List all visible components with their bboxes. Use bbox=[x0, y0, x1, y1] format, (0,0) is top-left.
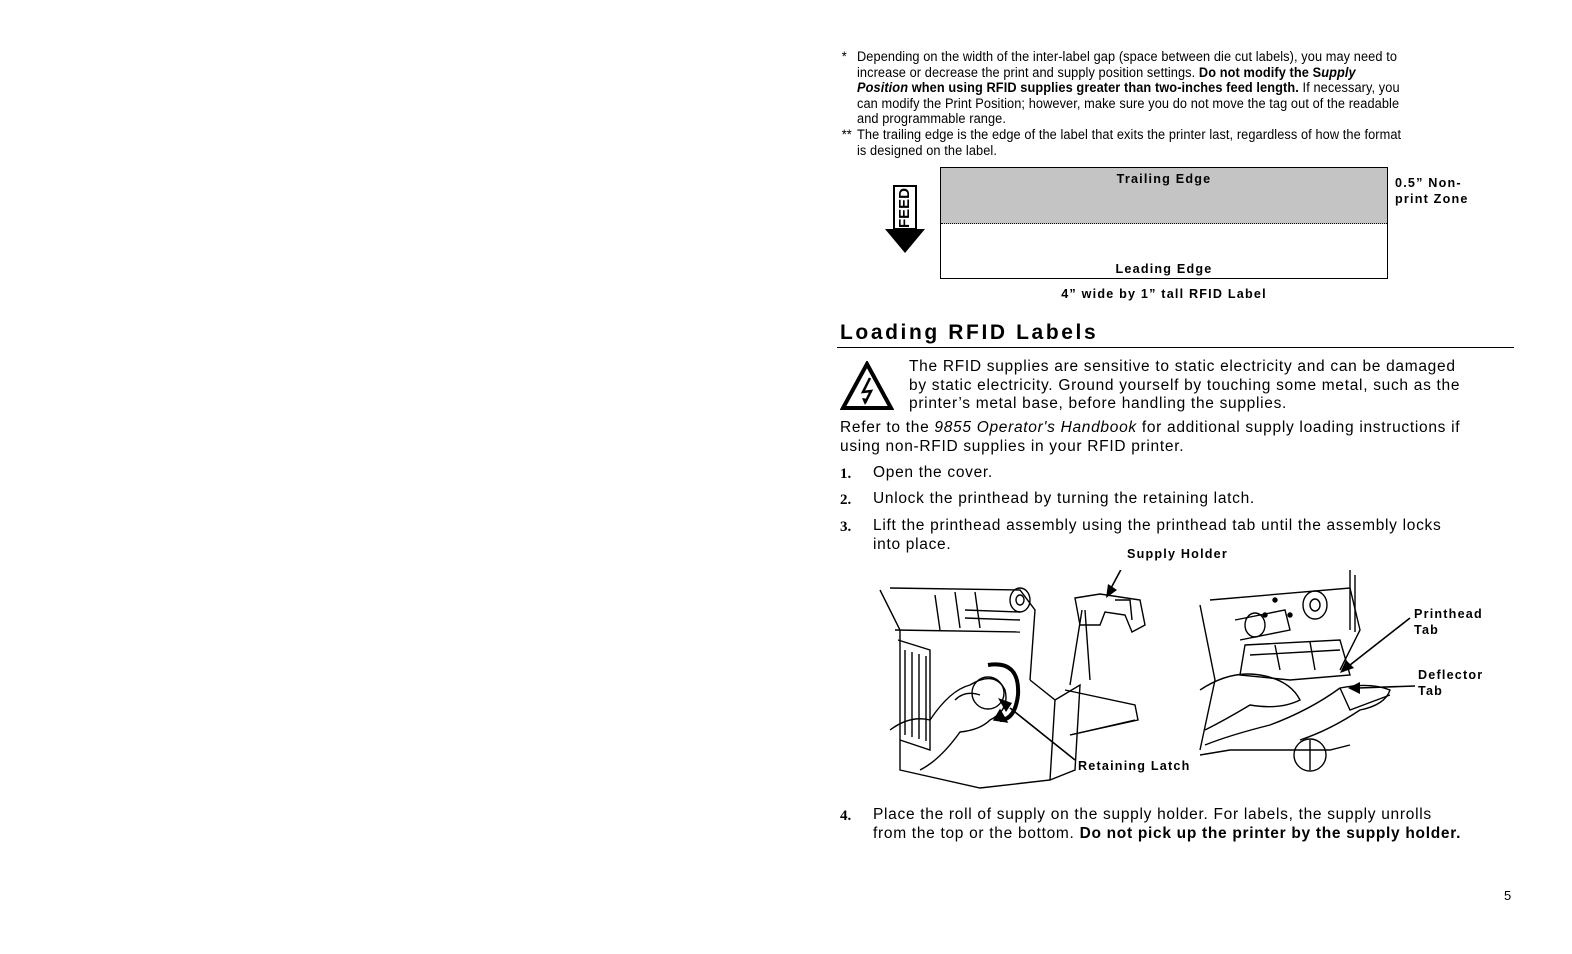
step-3-number: 3. bbox=[840, 519, 852, 535]
step-1-number: 1. bbox=[840, 466, 852, 482]
footnote-1-text: increase or decrease the print and supply position settings. bbox=[857, 64, 1199, 81]
refer-text-2: for additional supply loading instructions if bbox=[1136, 419, 1461, 436]
step-4-line-1: Place the roll of supply on the supply holder. For labels, the supply unrolls bbox=[873, 806, 1432, 823]
footnote-2-line-2: is designed on the label. bbox=[857, 142, 997, 159]
section-title: Loading RFID Labels bbox=[840, 321, 1099, 344]
step-3-line-2: into place. bbox=[873, 535, 952, 553]
nonprint-zone-callout-line-1: 0.5” Non- bbox=[1395, 176, 1462, 190]
static-warning-line-2: by static electricity. Ground yourself by touching some metal, such as the bbox=[909, 376, 1461, 394]
step-4-bold-warning: Do not pick up the printer by the supply holder. bbox=[1079, 824, 1462, 842]
footnote-marker: * bbox=[841, 49, 847, 65]
printhead-tab-callout bbox=[1414, 606, 1483, 638]
printhead-tab-callout-line-1: Printhead bbox=[1414, 607, 1483, 621]
footnote-marker-2: ** bbox=[841, 127, 852, 143]
supply-holder-callout: Supply Holder bbox=[1127, 547, 1228, 561]
deflector-tab-callout-line-1: Deflector bbox=[1418, 668, 1484, 682]
footnote-1-bold-2: when using RFID supplies greater than two-inches feed length. bbox=[908, 80, 1299, 97]
electrical-hazard-icon bbox=[840, 361, 894, 411]
step-4-number: 4. bbox=[840, 808, 852, 824]
label-diagram-caption: 4” wide by 1” tall RFID Label bbox=[1061, 287, 1267, 301]
refer-line-1 bbox=[840, 419, 1460, 438]
footnote-1-bold-italic-2: Position bbox=[857, 80, 909, 97]
handbook-title: 9855 Operator's Handbook bbox=[934, 419, 1137, 436]
leading-edge-label: Leading Edge bbox=[1115, 262, 1213, 276]
step-2-text: Unlock the printhead by turning the retaining latch. bbox=[873, 490, 1255, 507]
step-4-line-2 bbox=[873, 825, 1461, 844]
footnote-1-line-1: Depending on the width of the inter-label gap (space between die cut labels), you may need to bbox=[857, 49, 1398, 65]
footnote-2 bbox=[841, 127, 1514, 159]
feed-label: FEED bbox=[895, 187, 913, 229]
static-warning-line-1: The RFID supplies are sensitive to static electricity and can be damaged bbox=[909, 358, 1456, 375]
deflector-tab-callout bbox=[1418, 667, 1483, 699]
printhead-tab-callout-line-2: Tab bbox=[1414, 623, 1440, 637]
trailing-edge-label: Trailing Edge bbox=[1116, 172, 1212, 186]
footnote-1 bbox=[841, 49, 1514, 128]
step-4-text-2: from the top or the bottom. bbox=[873, 824, 1080, 842]
footnote-2-line-1: The trailing edge is the edge of the label that exits the printer last, regardless of how the format bbox=[857, 127, 1402, 143]
nonprint-zone-callout-line-2: print Zone bbox=[1395, 192, 1469, 206]
page-number: 5 bbox=[1504, 888, 1512, 903]
static-warning-text bbox=[909, 358, 1460, 414]
refer-paragraph bbox=[840, 419, 1460, 456]
nonprint-zone-callout bbox=[1395, 175, 1469, 207]
section-divider bbox=[837, 347, 1514, 348]
rfid-label-diagram bbox=[940, 167, 1388, 279]
footnote-1-line-5: and programmable range. bbox=[857, 111, 1007, 128]
refer-text: Refer to the bbox=[840, 419, 935, 436]
step-4-text bbox=[873, 806, 1461, 843]
footnote-1-text-2: If necessary, you bbox=[1298, 80, 1400, 97]
footnote-1-bold: Do not modify the S bbox=[1198, 64, 1322, 81]
step-1-text: Open the cover. bbox=[873, 464, 993, 481]
feed-arrow-icon bbox=[884, 183, 928, 255]
step-3-line-1: Lift the printhead assembly using the printhead tab until the assembly locks bbox=[873, 517, 1442, 534]
step-2-number: 2. bbox=[840, 492, 852, 508]
deflector-tab-callout-line-2: Tab bbox=[1418, 684, 1444, 698]
refer-line-2: using non-RFID supplies in your RFID printer. bbox=[840, 437, 1185, 455]
static-warning-line-3: printer’s metal base, before handling the supplies. bbox=[909, 395, 1288, 412]
footnote-1-line-2 bbox=[857, 66, 1514, 82]
footnote-1-bold-italic: upply bbox=[1321, 64, 1356, 81]
footnote-1-line-4: can modify the Print Position; however, make sure you do not move the tag out of the readable bbox=[857, 95, 1400, 112]
retaining-latch-callout: Retaining Latch bbox=[1078, 759, 1191, 773]
footnote-1-line-3 bbox=[857, 81, 1514, 97]
right-printer-drawing bbox=[1200, 570, 1390, 771]
